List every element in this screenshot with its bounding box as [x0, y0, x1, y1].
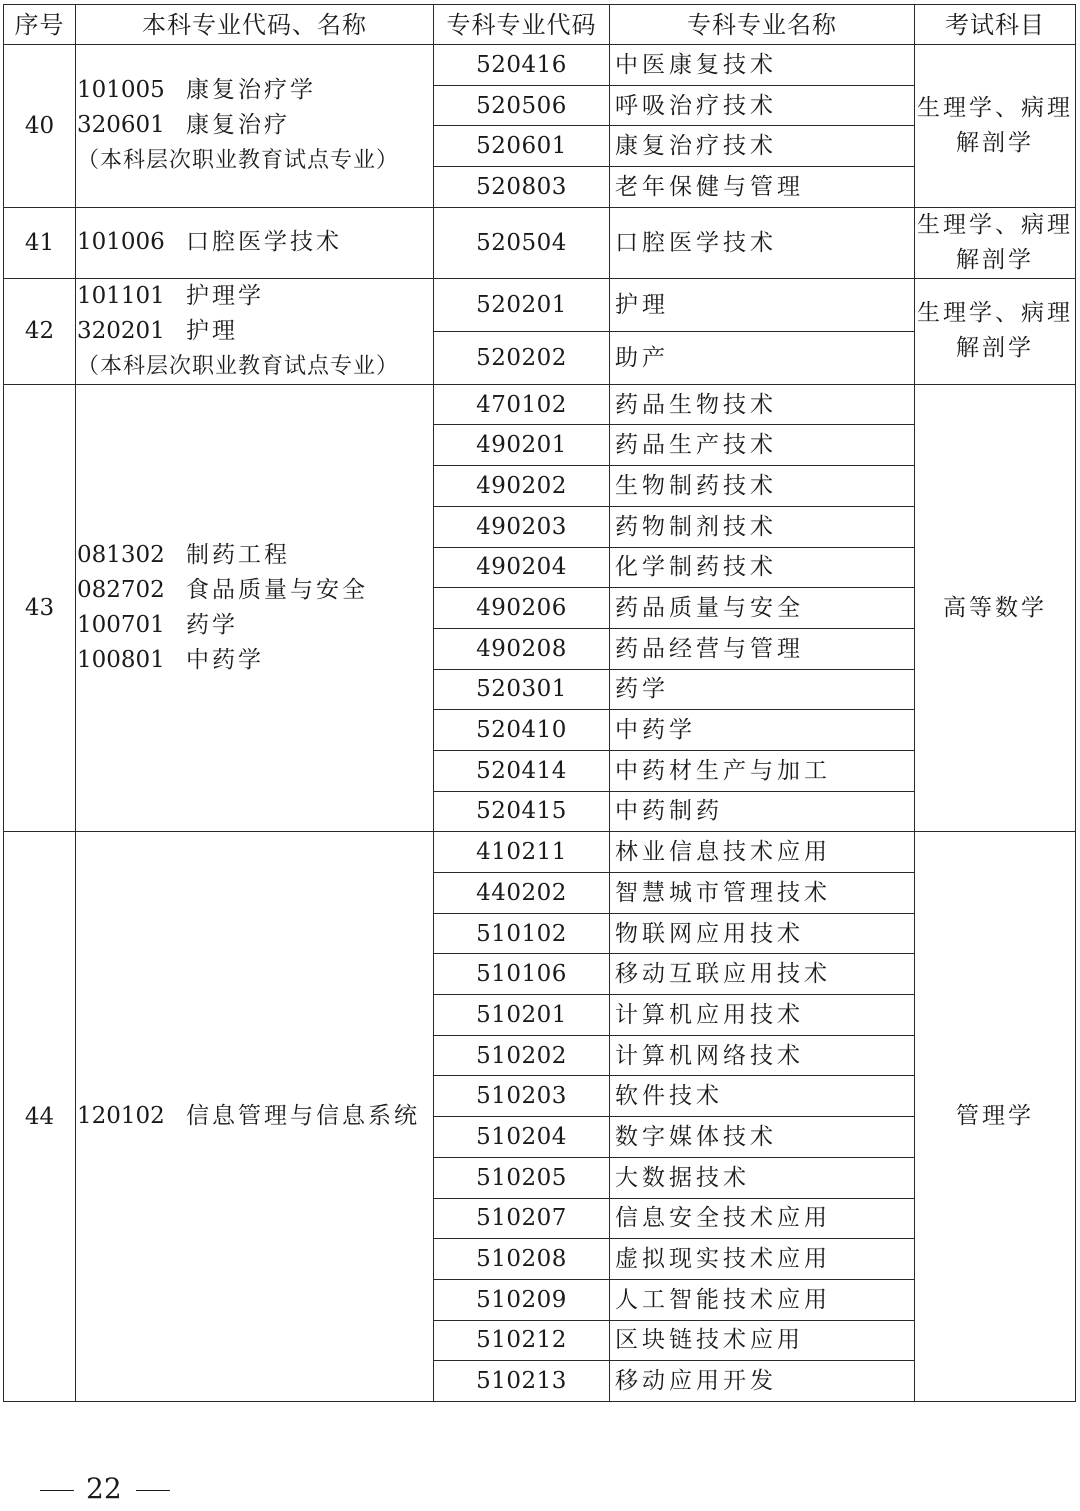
major-table — [3, 4, 1076, 1402]
college-name-cell: 化学制药技术 — [610, 547, 915, 588]
bachelor-major-name: 中药学 — [186, 647, 264, 674]
bachelor-major-code: 081302 — [77, 542, 165, 569]
exam-subject-cell — [915, 278, 1076, 384]
bachelor-major-item — [77, 108, 433, 143]
seq-cell: 42 — [4, 278, 76, 384]
header-bachelor-major: 本科专业代码、名称 — [76, 5, 434, 45]
exam-subject-line: 生理学、病理 — [917, 94, 1073, 121]
college-name-cell: 老年保健与管理 — [610, 167, 915, 208]
college-code-cell: 520803 — [434, 167, 610, 208]
college-code-cell: 510204 — [434, 1117, 610, 1158]
college-code-cell: 510208 — [434, 1239, 610, 1280]
table-row — [4, 278, 1076, 331]
exam-subject-line: 解剖学 — [956, 129, 1034, 156]
college-name-cell: 区块链技术应用 — [610, 1320, 915, 1361]
table-row — [4, 207, 1076, 278]
college-name-cell: 移动应用开发 — [610, 1361, 915, 1402]
bachelor-major-code: 100701 — [77, 612, 165, 639]
bachelor-major-cell — [76, 278, 434, 384]
exam-subject-cell — [915, 832, 1076, 1402]
college-code-cell: 520301 — [434, 669, 610, 710]
bachelor-major-name: 信息管理与信息系统 — [186, 1103, 420, 1130]
college-code-cell: 510207 — [434, 1198, 610, 1239]
college-code-cell: 520601 — [434, 126, 610, 167]
college-name-cell: 数字媒体技术 — [610, 1117, 915, 1158]
college-name-cell: 智慧城市管理技术 — [610, 873, 915, 914]
bachelor-major-note: （本科层次职业教育试点专业） — [77, 148, 400, 174]
college-code-cell: 520504 — [434, 207, 610, 278]
college-name-cell: 药品生产技术 — [610, 425, 915, 466]
college-name-cell: 药学 — [610, 669, 915, 710]
bachelor-major-item — [77, 73, 433, 108]
exam-subject-cell — [915, 384, 1076, 832]
college-code-cell: 470102 — [434, 384, 610, 425]
bachelor-major-name: 口腔医学技术 — [186, 229, 342, 256]
bachelor-major-code: 320201 — [77, 317, 165, 344]
college-name-cell: 生物制药技术 — [610, 466, 915, 507]
college-name-cell: 大数据技术 — [610, 1157, 915, 1198]
college-name-cell: 林业信息技术应用 — [610, 832, 915, 873]
bachelor-major-code: 120102 — [77, 1103, 165, 1130]
exam-subject-line: 解剖学 — [956, 246, 1034, 273]
college-code-cell: 510212 — [434, 1320, 610, 1361]
college-code-cell: 510203 — [434, 1076, 610, 1117]
seq-cell: 40 — [4, 45, 76, 208]
college-code-cell: 510202 — [434, 1035, 610, 1076]
college-code-cell: 490202 — [434, 466, 610, 507]
college-code-cell: 520414 — [434, 750, 610, 791]
college-name-cell: 软件技术 — [610, 1076, 915, 1117]
exam-subject-cell — [915, 207, 1076, 278]
college-name-cell: 药品质量与安全 — [610, 588, 915, 629]
header-college-code: 专科专业代码 — [434, 5, 610, 45]
college-code-cell: 510102 — [434, 913, 610, 954]
header-seq: 序号 — [4, 5, 76, 45]
bachelor-major-code: 082702 — [77, 577, 165, 604]
exam-subject-cell — [915, 45, 1076, 208]
college-code-cell: 510209 — [434, 1279, 610, 1320]
college-code-cell: 410211 — [434, 832, 610, 873]
college-code-cell: 520201 — [434, 278, 610, 331]
college-code-cell: 490204 — [434, 547, 610, 588]
table-row — [4, 45, 1076, 86]
bachelor-major-cell — [76, 832, 434, 1402]
exam-subject-line: 生理学、病理 — [917, 211, 1073, 238]
bachelor-major-code: 101101 — [77, 282, 165, 309]
page-number: 22 — [86, 1472, 122, 1505]
college-name-cell: 虚拟现实技术应用 — [610, 1239, 915, 1280]
table-body — [4, 45, 1076, 1402]
bachelor-major-item — [77, 279, 433, 314]
table-row — [4, 832, 1076, 873]
bachelor-major-code: 101006 — [77, 229, 165, 256]
college-name-cell: 人工智能技术应用 — [610, 1279, 915, 1320]
header-exam-subject: 考试科目 — [915, 5, 1076, 45]
bachelor-major-name: 护理 — [186, 317, 238, 344]
college-name-cell: 药品经营与管理 — [610, 628, 915, 669]
college-name-cell: 助产 — [610, 331, 915, 384]
bachelor-major-item — [77, 1099, 433, 1134]
college-name-cell: 药品生物技术 — [610, 384, 915, 425]
footer-dash-right — [136, 1490, 170, 1491]
college-code-cell: 520415 — [434, 791, 610, 832]
header-college-name: 专科专业名称 — [610, 5, 915, 45]
college-name-cell: 中药制药 — [610, 791, 915, 832]
footer-dash-left — [40, 1490, 74, 1491]
bachelor-major-name: 康复治疗 — [186, 112, 290, 139]
college-name-cell: 康复治疗技术 — [610, 126, 915, 167]
college-name-cell: 信息安全技术应用 — [610, 1198, 915, 1239]
college-name-cell: 中药学 — [610, 710, 915, 751]
college-code-cell: 490206 — [434, 588, 610, 629]
college-code-cell: 520506 — [434, 85, 610, 126]
bachelor-major-item — [77, 538, 433, 573]
college-name-cell: 药物制剂技术 — [610, 506, 915, 547]
college-code-cell: 510106 — [434, 954, 610, 995]
college-name-cell: 物联网应用技术 — [610, 913, 915, 954]
college-code-cell: 510213 — [434, 1361, 610, 1402]
college-name-cell: 护理 — [610, 278, 915, 331]
exam-subject-line: 管理学 — [956, 1103, 1034, 1130]
header-row — [4, 5, 1076, 45]
bachelor-major-name: 制药工程 — [186, 542, 290, 569]
seq-cell: 41 — [4, 207, 76, 278]
college-code-cell: 490208 — [434, 628, 610, 669]
bachelor-major-note: （本科层次职业教育试点专业） — [77, 353, 400, 379]
seq-cell: 44 — [4, 832, 76, 1402]
bachelor-major-name: 护理学 — [186, 282, 264, 309]
bachelor-major-cell — [76, 45, 434, 208]
bachelor-major-item — [77, 608, 433, 643]
bachelor-major-item — [77, 573, 433, 608]
college-name-cell: 计算机网络技术 — [610, 1035, 915, 1076]
college-name-cell: 呼吸治疗技术 — [610, 85, 915, 126]
table-row — [4, 384, 1076, 425]
college-code-cell: 510201 — [434, 995, 610, 1036]
college-code-cell: 440202 — [434, 873, 610, 914]
college-name-cell: 移动互联应用技术 — [610, 954, 915, 995]
bachelor-major-item — [77, 314, 433, 349]
bachelor-major-item — [77, 225, 433, 260]
page-footer — [40, 1472, 170, 1505]
college-code-cell: 490201 — [434, 425, 610, 466]
bachelor-major-name: 康复治疗学 — [186, 77, 316, 104]
bachelor-major-name: 药学 — [186, 612, 238, 639]
college-name-cell: 计算机应用技术 — [610, 995, 915, 1036]
exam-subject-line: 解剖学 — [956, 335, 1034, 362]
bachelor-major-name: 食品质量与安全 — [186, 577, 368, 604]
bachelor-major-cell — [76, 384, 434, 832]
bachelor-major-code: 100801 — [77, 647, 165, 674]
college-name-cell: 中医康复技术 — [610, 45, 915, 86]
bachelor-major-code: 101005 — [77, 77, 165, 104]
college-name-cell: 中药材生产与加工 — [610, 750, 915, 791]
college-code-cell: 520202 — [434, 331, 610, 384]
exam-subject-line: 生理学、病理 — [917, 300, 1073, 327]
college-code-cell: 490203 — [434, 506, 610, 547]
seq-cell: 43 — [4, 384, 76, 832]
bachelor-major-item — [77, 643, 433, 678]
college-name-cell: 口腔医学技术 — [610, 207, 915, 278]
bachelor-major-code: 320601 — [77, 112, 165, 139]
exam-subject-line: 高等数学 — [943, 594, 1047, 621]
college-code-cell: 520416 — [434, 45, 610, 86]
college-code-cell: 520410 — [434, 710, 610, 751]
bachelor-major-cell — [76, 207, 434, 278]
college-code-cell: 510205 — [434, 1157, 610, 1198]
